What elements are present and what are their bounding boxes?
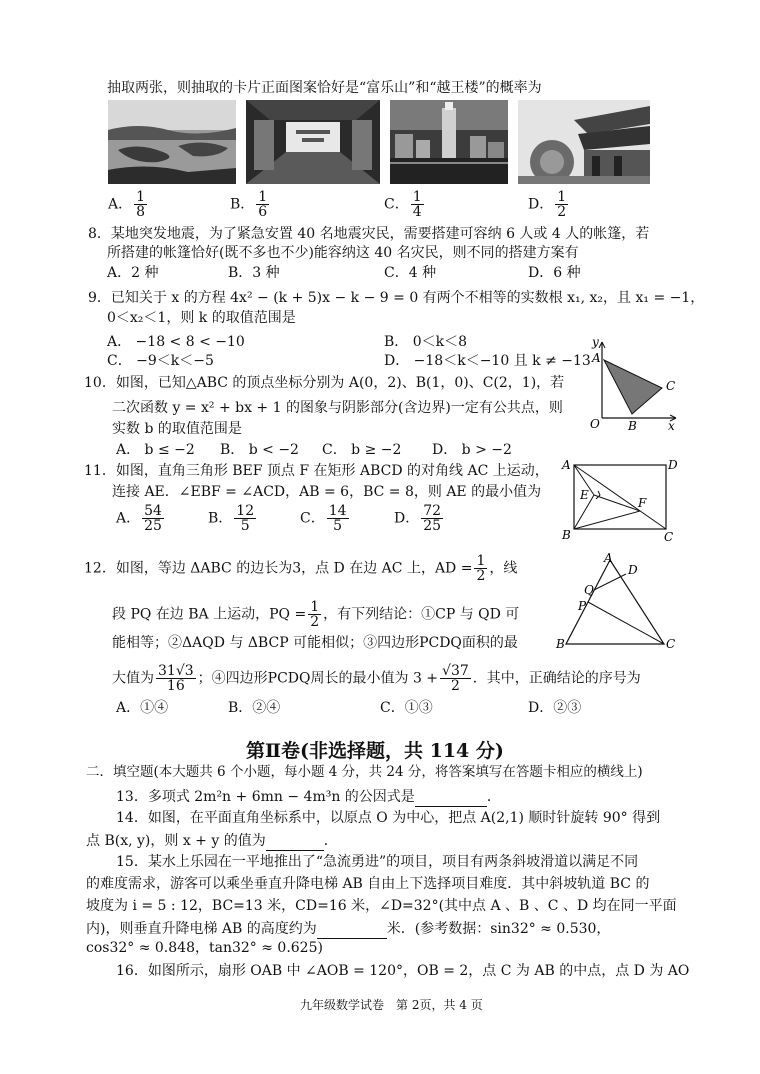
section2-heading: 二．填空题(本大题共 6 个小题，每小题 4 分，共 24 分，将答案填写在答题卡相应的横线上): [86, 764, 643, 780]
q7-option-d[interactable]: [528, 190, 570, 219]
q14-answer-blank[interactable]: [266, 830, 324, 851]
q10-option-b[interactable]: B． b < −2: [220, 442, 299, 458]
q16-line1: 16．如图所示，扇形 OAB 中 ∠AOB = 120°，OB = 2，点 C 为 AB 的中点，点 D 为 AO: [116, 963, 690, 979]
point-d-label: D: [668, 458, 678, 472]
q8-option-d[interactable]: D．6 种: [528, 265, 581, 281]
axis-y-label: y: [592, 335, 599, 349]
q9-option-d[interactable]: D． −18＜k＜−10 且 k ≠ −13: [384, 353, 591, 369]
q12-option-b[interactable]: B．②④: [228, 700, 281, 716]
photo-lake-islands: [108, 100, 236, 184]
point-d-label: D: [628, 563, 638, 577]
fraction: $\frac{54}{25}$: [144, 503, 162, 534]
q14-line2: 点 B(x, y)，则 x + y 的值为 ．: [86, 830, 338, 851]
q10-figure: [588, 334, 684, 434]
q7-option-b[interactable]: [230, 190, 271, 219]
photo-night-tower: [390, 100, 508, 184]
origin-label: O: [590, 417, 600, 431]
axis-x-label: x: [668, 419, 675, 433]
fraction: $\frac{1}{8}$: [136, 189, 146, 220]
q7-text: 抽取两张，则抽取的卡片正面图案恰好是“富乐山”和“越王楼”的概率为: [107, 80, 542, 96]
q11-line1: 11．如图，直角三角形 BEF 顶点 F 在矩形 ABCD 的对角线 AC 上运动，: [84, 463, 549, 479]
q15-line1: 15．某水上乐园在一平地推出了“急流勇进”的项目，项目有两条斜坡滑道以满足不同: [116, 854, 639, 870]
point-b-label: B: [556, 637, 565, 651]
point-p-label: P: [578, 599, 587, 613]
option-label: C．: [300, 510, 325, 527]
option-label: A．: [116, 510, 141, 527]
q9-option-b[interactable]: B． 0＜k＜8: [384, 334, 468, 350]
q15-line2: 的难度需求，游客可以乘坐垂直升降电梯 AB 自由上下选择项目难度．其中斜坡轨道 BC 的: [86, 876, 650, 892]
fraction: $\frac{14}{5}$: [328, 503, 347, 534]
fraction: $\frac{1}{4}$: [412, 189, 422, 220]
option-label: A．: [108, 196, 133, 213]
q10-line3: 实数 b 的取值范围是: [112, 421, 242, 437]
q8-line2: 所搭建的帐篷恰好(既不多也不少)能容纳这 40 名灾民，则不同的搭建方案有: [107, 245, 579, 261]
q9-line1: 9．已知关于 x 的方程 4x² − (k + 5)x − k − 9 = 0 有两个不相等的实数根 x₁, x₂，且 x₁ = −1，: [88, 290, 705, 306]
point-b-label: B: [628, 419, 637, 433]
q8-option-b[interactable]: B．3 种: [228, 265, 280, 281]
q15-line5: cos32° ≈ 0.848，tan32° ≈ 0.625): [86, 940, 323, 956]
fraction: $\frac{12}{5}$: [236, 503, 255, 534]
fraction: $\frac{1}{6}$: [258, 189, 268, 220]
q9-option-c[interactable]: C． −9＜k＜−5: [107, 353, 214, 369]
point-q-label: Q: [584, 583, 594, 597]
q12-figure: [552, 550, 682, 654]
q15-answer-blank[interactable]: [317, 918, 387, 939]
q12-option-d[interactable]: D．②③: [528, 700, 582, 716]
page-footer: 九年级数学试卷 第 2页，共 4 页: [300, 998, 483, 1012]
option-label: B．: [230, 196, 255, 213]
q11-option-a[interactable]: [116, 504, 166, 533]
q10-line1: 10．如图，已知△ABC 的顶点坐标分别为 A(0，2)、B(1，0)、C(2，1)，若: [84, 375, 565, 391]
fraction: $\frac{1}{2}$: [557, 189, 567, 220]
q15-line3: 坡度为 i = 5 : 12，BC=13 米，CD=16 米，∠D=32°(其中点 A 、B 、C 、D 均在同一平面: [86, 898, 677, 914]
option-label: D．: [394, 510, 420, 527]
option-label: C．: [384, 196, 409, 213]
q15-line4: 内)，则垂直升降电梯 AB 的高度约为 米．(参考数据：sin32° ≈ 0.530，: [86, 918, 610, 939]
q12-line4: 大值为 $\frac{31√3}{16}$ ；④四边形PCDQ周长的最小值为 3 + $\frac{√37}{2}$ ．其中，正确结论的序号为: [112, 663, 641, 694]
q12-line2: 段 PQ 在边 BA 上运动，PQ = $\frac{1}{2}$ ，有下列结论：①CP 与 QD 可: [112, 599, 520, 630]
point-c-label: C: [666, 379, 676, 393]
point-e-label: E: [580, 488, 589, 502]
fraction: $\frac{72}{25}$: [423, 503, 442, 534]
q11-option-d[interactable]: [394, 504, 445, 533]
q13-text: 13．多项式 2m²n + 6mn − 4m³n 的公因式是 ．: [116, 786, 501, 807]
q13-answer-blank[interactable]: [415, 786, 487, 807]
photo-exhibition-hall: [246, 100, 380, 184]
q11-option-c[interactable]: [300, 504, 351, 533]
q12-line1: 12．如图，等边 ΔABC 的边长为3，点 D 在边 AC 上，AD = $\frac{1}{2}$ ，线: [84, 553, 518, 584]
q9-line2: 0＜x₂＜1，则 k 的取值范围是: [107, 310, 296, 326]
q8-option-c[interactable]: C．4 种: [384, 265, 437, 281]
part2-title: 第Ⅱ卷(非选择题，共 114 分): [246, 740, 504, 762]
q11-option-b[interactable]: [208, 504, 258, 533]
q11-line2: 连接 AE．∠EBF = ∠ACD，AB = 6，BC = 8，则 AE 的最小值为: [112, 484, 542, 500]
point-c-label: C: [664, 530, 674, 543]
q7-option-c[interactable]: [384, 190, 426, 219]
q8-line1: 8．某地突发地震，为了紧急安置 40 名地震灾民，需要搭建可容纳 6 人或 4 人的帐篷，若: [88, 226, 650, 242]
point-b-label: B: [562, 528, 571, 542]
option-label: B．: [208, 510, 233, 527]
q12-option-c[interactable]: C．①③: [380, 700, 433, 716]
q14-line1: 14．如图，在平面直角坐标系中，以原点 O 为中心，把点 A(2,1) 顺时针旋转 90° 得到: [116, 810, 661, 826]
point-f-label: F: [638, 496, 647, 510]
point-a-label: A: [592, 351, 601, 365]
q9-option-a[interactable]: A． −18 < 8 < −10: [107, 334, 245, 350]
q7-option-a[interactable]: [108, 190, 149, 219]
option-label: D．: [528, 196, 554, 213]
q8-option-a[interactable]: A．2 种: [107, 265, 159, 281]
photo-pavilion: [518, 100, 650, 184]
q10-option-c[interactable]: C． b ≥ −2: [322, 442, 402, 458]
q10-option-d[interactable]: D． b > −2: [432, 442, 512, 458]
q10-option-a[interactable]: A． b ≤ −2: [116, 442, 195, 458]
q12-option-a[interactable]: A．①④: [116, 700, 169, 716]
point-c-label: C: [666, 637, 676, 651]
point-a-label: A: [562, 458, 571, 472]
q12-line3: 能相等；②ΔAQD 与 ΔBCP 可能相似；③四边形PCDQ面积的最: [112, 635, 518, 651]
q11-figure: [558, 455, 682, 543]
point-a-label: A: [604, 551, 613, 565]
q10-line2: 二次函数 y = x² + bx + 1 的图象与阴影部分(含边界)一定有公共点，则: [112, 400, 563, 416]
